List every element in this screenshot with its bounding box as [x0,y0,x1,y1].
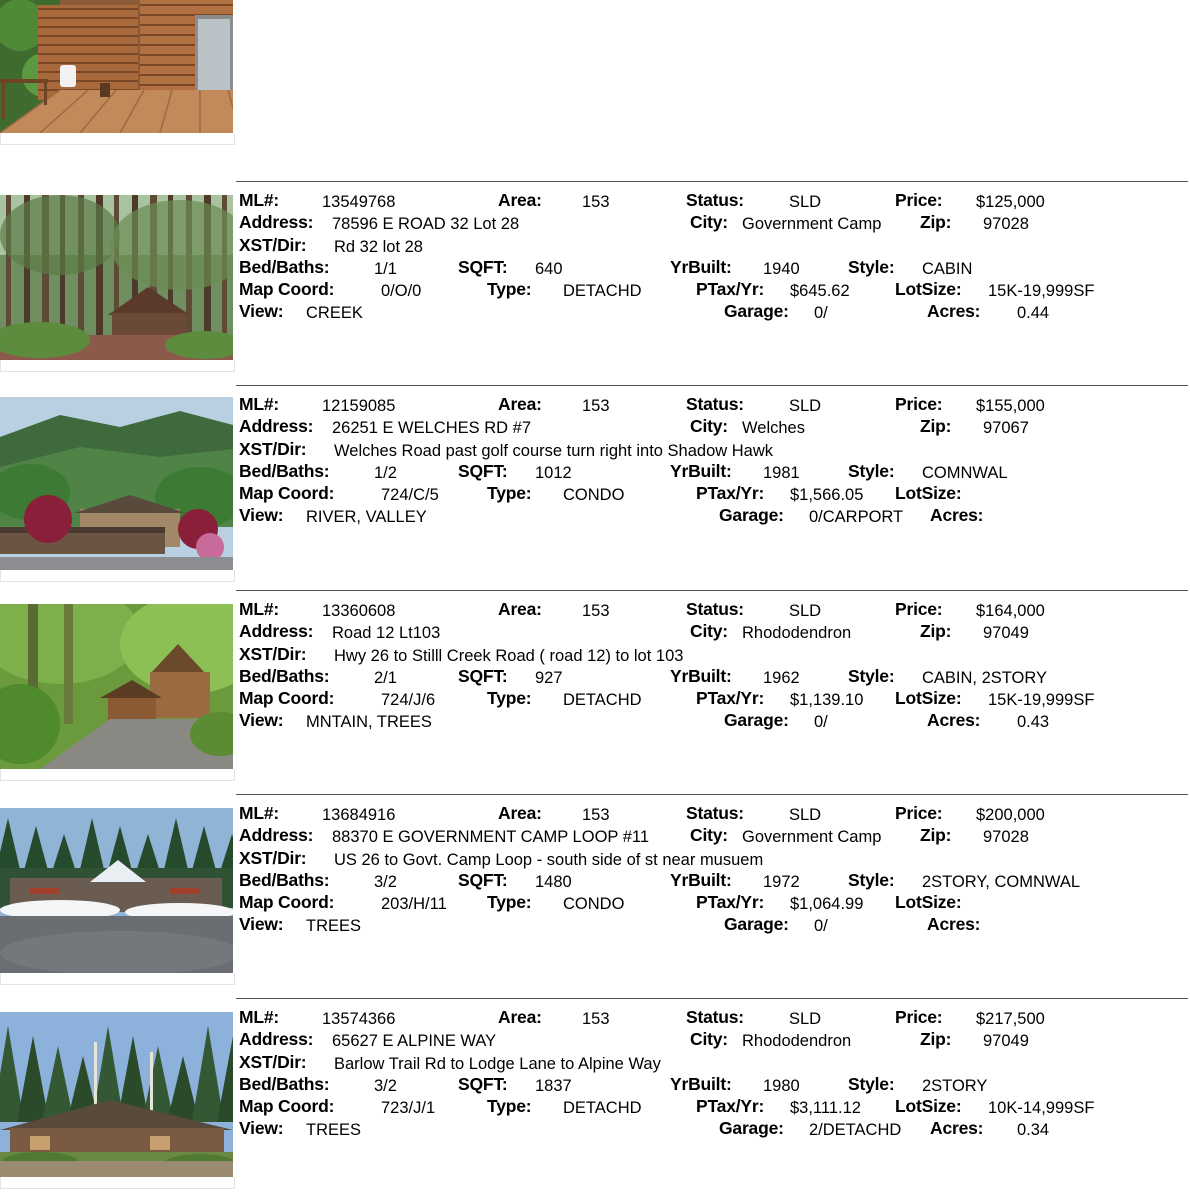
ptax-label: PTax/Yr: [696,688,765,708]
view-value: TREES [306,916,362,935]
xst-label: XST/Dir: [239,235,307,255]
style-value: CABIN [922,259,973,278]
status-label: Status: [686,1007,744,1027]
lotsize-value: 15K-19,999SF [988,690,1095,709]
bedbaths-value: 1/1 [374,259,397,278]
zip-label: Zip: [920,1029,952,1049]
listing-divider [236,998,1188,999]
ptax-label: PTax/Yr: [696,892,765,912]
listing-divider [236,590,1188,591]
acres-label: Acres: [927,301,981,321]
xst-value: Barlow Trail Rd to Lodge Lane to Alpine Way [334,1054,661,1073]
yrbuilt-value: 1940 [763,259,800,278]
type-value: DETACHD [563,281,642,300]
status-value: SLD [789,601,822,620]
map-value: 203/H/11 [381,894,447,913]
ptax-value: $1,566.05 [790,485,864,504]
view-label: View: [239,301,284,321]
ptax-value: $1,139.10 [790,690,864,709]
yrbuilt-value: 1981 [763,463,800,482]
address-label: Address: [239,621,314,641]
map-label: Map Coord: [239,1096,335,1116]
listing-divider [236,181,1188,182]
snowy-condo-photo [0,808,233,973]
zip-label: Zip: [920,212,952,232]
ptax-label: PTax/Yr: [696,483,765,503]
photo-frame [0,133,235,145]
price-value: $217,500 [976,1009,1045,1028]
ptax-value: $1,064.99 [790,894,864,913]
listing-record [0,590,1190,794]
xst-label: XST/Dir: [239,848,307,868]
sqft-label: SQFT: [458,1074,508,1094]
ml-number: 12159085 [322,396,396,415]
bedbaths-value: 2/1 [374,668,397,687]
garage-value: 0/CARPORT [809,507,904,526]
price-label: Price: [895,1007,943,1027]
area-label: Area: [498,1007,542,1027]
price-value: $125,000 [976,192,1045,211]
status-label: Status: [686,190,744,210]
status-value: SLD [789,396,822,415]
price-label: Price: [895,803,943,823]
price-value: $200,000 [976,805,1045,824]
address-label: Address: [239,825,314,845]
price-label: Price: [895,394,943,414]
sqft-label: SQFT: [458,666,508,686]
ml-number: 13574366 [322,1009,396,1028]
ptax-value: $3,111.12 [790,1098,861,1117]
xst-value: Hwy 26 to Stilll Creek Road ( road 12) to lot 103 [334,646,684,665]
city-label: City: [690,825,728,845]
type-label: Type: [487,279,532,299]
price-value: $155,000 [976,396,1045,415]
map-value: 724/C/5 [381,485,439,504]
view-label: View: [239,710,284,730]
zip-label: Zip: [920,621,952,641]
bedbaths-value: 3/2 [374,1076,397,1095]
type-value: CONDO [563,485,625,504]
xst-value: US 26 to Govt. Camp Loop - south side of st near musuem [334,850,764,869]
address-value: 78596 E ROAD 32 Lot 28 [332,214,520,233]
bedbaths-value: 3/2 [374,872,397,891]
garage-label: Garage: [719,1118,784,1138]
view-label: View: [239,914,284,934]
city-label: City: [690,1029,728,1049]
lotsize-label: LotSize: [895,892,962,912]
sqft-value: 1012 [535,463,572,482]
lotsize-value: 10K-14,999SF [988,1098,1095,1117]
yrbuilt-value: 1962 [763,668,800,687]
yrbuilt-value: 1980 [763,1076,800,1095]
address-value: 26251 E WELCHES RD #7 [332,418,532,437]
zip-value: 97067 [983,418,1029,437]
listing-divider [236,794,1188,795]
zip-label: Zip: [920,825,952,845]
ml-number: 13360608 [322,601,396,620]
bedbaths-value: 1/2 [374,463,397,482]
price-label: Price: [895,599,943,619]
ml-label: ML#: [239,190,280,210]
yrbuilt-label: YrBuilt: [670,666,732,686]
city-value: Government Camp [742,214,882,233]
yrbuilt-label: YrBuilt: [670,461,732,481]
status-value: SLD [789,805,822,824]
lotsize-label: LotSize: [895,688,962,708]
acres-value: 0.44 [1017,303,1050,322]
style-value: 2STORY [922,1076,988,1095]
ml-number: 13549768 [322,192,396,211]
xst-label: XST/Dir: [239,439,307,459]
listing-record [0,0,1190,14]
bedbaths-label: Bed/Baths: [239,461,330,481]
mossy-forest-house-photo [0,604,233,769]
lotsize-label: LotSize: [895,483,962,503]
type-label: Type: [487,483,532,503]
style-label: Style: [848,870,895,890]
photo-frame [0,360,235,372]
ml-label: ML#: [239,803,280,823]
type-label: Type: [487,892,532,912]
style-label: Style: [848,461,895,481]
city-value: Rhododendron [742,1031,852,1050]
log-cabin-deck-photo [0,0,233,133]
listing-record [0,385,1190,589]
city-value: Rhododendron [742,623,852,642]
xst-label: XST/Dir: [239,1052,307,1072]
view-value: CREEK [306,303,363,322]
map-value: 724/J/6 [381,690,436,709]
style-value: COMNWAL [922,463,1008,482]
city-label: City: [690,621,728,641]
garage-value: 0/ [814,916,828,935]
map-value: 0/O/0 [381,281,422,300]
city-value: Welches [742,418,805,437]
alpine-lodge-photo [0,1012,233,1177]
type-label: Type: [487,1096,532,1116]
status-value: SLD [789,1009,822,1028]
yrbuilt-label: YrBuilt: [670,1074,732,1094]
acres-label: Acres: [927,710,981,730]
type-label: Type: [487,688,532,708]
address-value: 65627 E ALPINE WAY [332,1031,497,1050]
yrbuilt-value: 1972 [763,872,800,891]
ml-label: ML#: [239,599,280,619]
type-value: DETACHD [563,1098,642,1117]
mountain-condo-photo [0,397,233,570]
bedbaths-label: Bed/Baths: [239,1074,330,1094]
acres-label: Acres: [930,1118,984,1138]
view-value: TREES [306,1120,362,1139]
price-value: $164,000 [976,601,1045,620]
acres-value: 0.34 [1017,1120,1050,1139]
map-label: Map Coord: [239,688,335,708]
garage-label: Garage: [724,710,789,730]
style-label: Style: [848,666,895,686]
acres-label: Acres: [927,914,981,934]
address-value: Road 12 Lt103 [332,623,441,642]
status-label: Status: [686,599,744,619]
zip-value: 97028 [983,214,1029,233]
ptax-label: PTax/Yr: [696,1096,765,1116]
sqft-value: 927 [535,668,563,687]
yrbuilt-label: YrBuilt: [670,257,732,277]
style-label: Style: [848,257,895,277]
garage-value: 2/DETACHD [809,1120,902,1139]
zip-value: 97049 [983,1031,1029,1050]
photo-frame [0,769,235,781]
bedbaths-label: Bed/Baths: [239,257,330,277]
style-label: Style: [848,1074,895,1094]
xst-value: Welches Road past golf course turn right into Shadow Hawk [334,441,774,460]
xst-label: XST/Dir: [239,644,307,664]
lotsize-label: LotSize: [895,1096,962,1116]
address-label: Address: [239,1029,314,1049]
bedbaths-label: Bed/Baths: [239,666,330,686]
address-label: Address: [239,416,314,436]
garage-value: 0/ [814,712,828,731]
garage-value: 0/ [814,303,828,322]
zip-value: 97049 [983,623,1029,642]
listing-record [0,998,1190,1202]
listing-record [0,181,1190,385]
listing-divider [236,385,1188,386]
ml-label: ML#: [239,394,280,414]
garage-label: Garage: [724,301,789,321]
price-label: Price: [895,190,943,210]
zip-value: 97028 [983,827,1029,846]
area-value: 153 [582,396,610,415]
view-value: MNTAIN, TREES [306,712,432,731]
view-label: View: [239,505,284,525]
status-value: SLD [789,192,822,211]
type-value: DETACHD [563,690,642,709]
sqft-value: 1480 [535,872,572,891]
area-value: 153 [582,192,610,211]
yrbuilt-label: YrBuilt: [670,870,732,890]
city-value: Government Camp [742,827,882,846]
garage-label: Garage: [719,505,784,525]
map-value: 723/J/1 [381,1098,436,1117]
address-label: Address: [239,212,314,232]
map-label: Map Coord: [239,483,335,503]
map-label: Map Coord: [239,279,335,299]
area-label: Area: [498,803,542,823]
address-value: 88370 E GOVERNMENT CAMP LOOP #11 [332,827,649,846]
sqft-label: SQFT: [458,461,508,481]
lotsize-label: LotSize: [895,279,962,299]
map-label: Map Coord: [239,892,335,912]
garage-label: Garage: [724,914,789,934]
lotsize-value: 15K-19,999SF [988,281,1095,300]
area-label: Area: [498,190,542,210]
area-value: 153 [582,601,610,620]
city-label: City: [690,416,728,436]
bedbaths-label: Bed/Baths: [239,870,330,890]
view-value: RIVER, VALLEY [306,507,427,526]
photo-frame [0,570,235,582]
status-label: Status: [686,803,744,823]
sqft-label: SQFT: [458,257,508,277]
style-value: 2STORY, COMNWAL [922,872,1081,891]
listing-record [0,794,1190,998]
view-label: View: [239,1118,284,1138]
sqft-value: 1837 [535,1076,572,1095]
ml-number: 13684916 [322,805,396,824]
area-value: 153 [582,1009,610,1028]
zip-label: Zip: [920,416,952,436]
area-label: Area: [498,599,542,619]
acres-label: Acres: [930,505,984,525]
xst-value: Rd 32 lot 28 [334,237,423,256]
area-value: 153 [582,805,610,824]
forest-cabin-photo [0,195,233,360]
area-label: Area: [498,394,542,414]
status-label: Status: [686,394,744,414]
sqft-value: 640 [535,259,563,278]
acres-value: 0.43 [1017,712,1050,731]
city-label: City: [690,212,728,232]
photo-frame [0,973,235,985]
ptax-label: PTax/Yr: [696,279,765,299]
photo-frame [0,1177,235,1189]
ptax-value: $645.62 [790,281,850,300]
style-value: CABIN, 2STORY [922,668,1048,687]
type-value: CONDO [563,894,625,913]
ml-label: ML#: [239,1007,280,1027]
sqft-label: SQFT: [458,870,508,890]
